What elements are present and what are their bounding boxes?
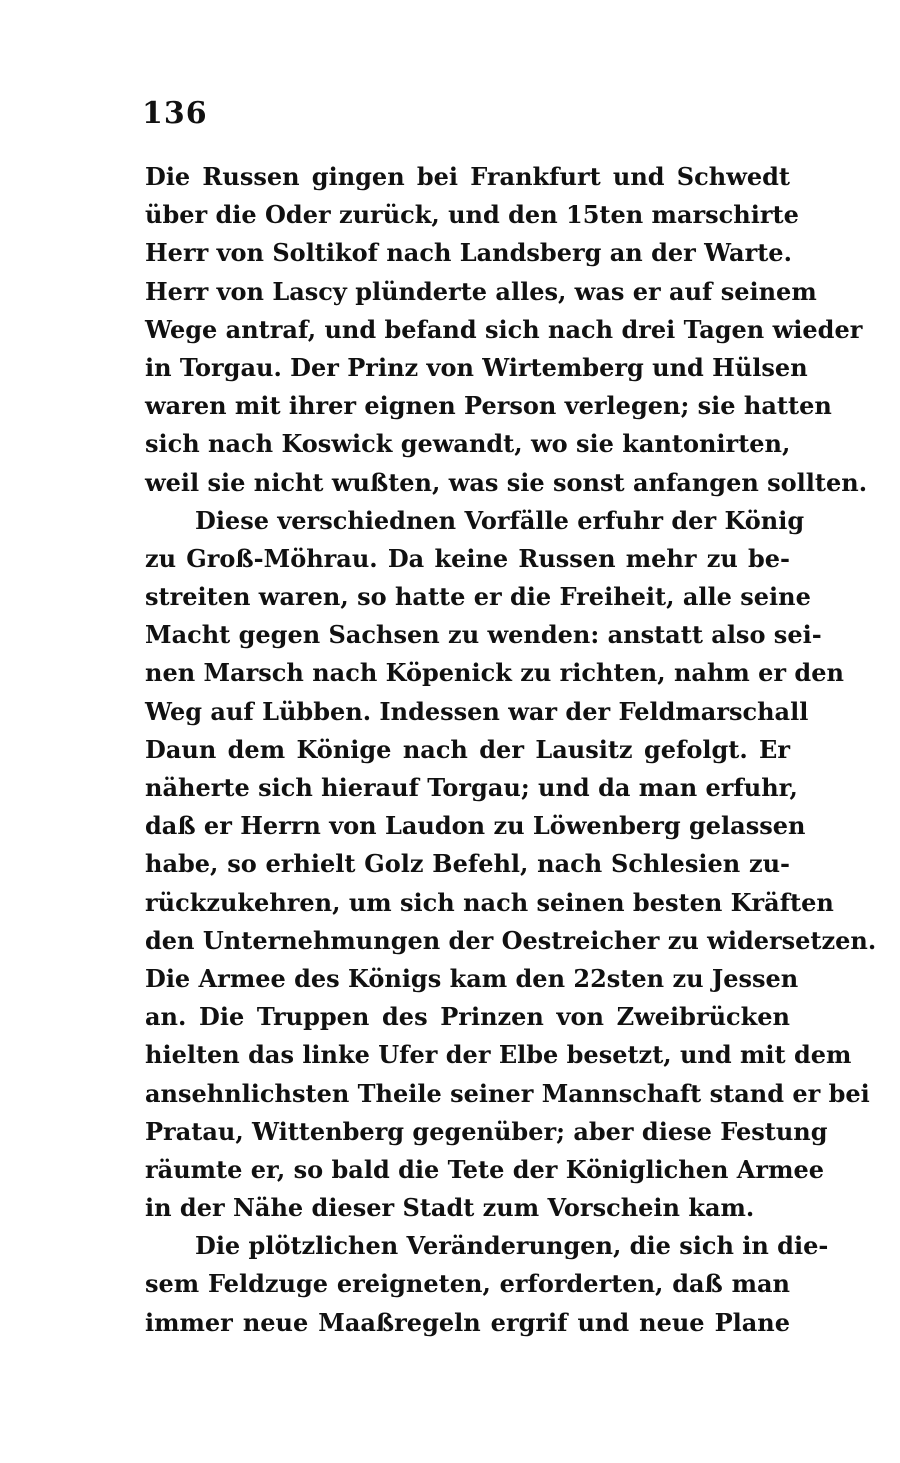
text-line: streiten waren, so hatte er die Freiheit, alle seine — [145, 582, 811, 612]
text-line: sich nach Koswick gewandt, wo sie kantonirten, — [145, 429, 791, 459]
text-line: den Unternehmungen der Oestreicher zu widersetzen. — [145, 925, 877, 955]
text-line: Herr von Lascy plünderte alles, was er auf seinem — [145, 276, 817, 306]
text-line: räumte er, so bald die Tete der Königlichen Armee — [145, 1154, 825, 1184]
text-line: Die plötzlichen Veränderungen, die sich in die- — [195, 1231, 829, 1261]
text-line: Pratau, Wittenberg gegenüber; aber diese Festung — [145, 1116, 828, 1146]
text-line: Die Russen gingen bei Frankfurt und Schwedt — [145, 162, 790, 191]
page-number: 136 — [142, 96, 208, 131]
text-line: daß er Herrn von Laudon zu Löwenberg gelassen — [145, 811, 806, 841]
text-line: Weg auf Lübben. Indessen war der Feldmarschall — [145, 696, 809, 726]
text-line: hielten das linke Ufer der Elbe besetzt, und mit dem — [145, 1040, 852, 1070]
text-line: Diese verschiednen Vorfälle erfuhr der König — [195, 505, 805, 535]
text-line: über die Oder zurück, und den 15ten marschirte — [145, 200, 799, 230]
text-line: waren mit ihrer eignen Person verlegen; sie hatten — [145, 391, 832, 421]
text-line: in der Nähe dieser Stadt zum Vorschein kam. — [145, 1193, 755, 1223]
text-line: immer neue Maaßregeln ergrif und neue Plane — [145, 1307, 790, 1337]
text-line: habe, so erhielt Golz Befehl, nach Schlesien zu- — [145, 849, 790, 879]
text-line: nen Marsch nach Köpenick zu richten, nahm er den — [145, 658, 844, 688]
text-line: zu Groß-Möhrau. Da keine Russen mehr zu be- — [145, 543, 790, 573]
text-line: ansehnlichsten Theile seiner Mannschaft stand er bei — [145, 1078, 870, 1108]
text-line: Macht gegen Sachsen zu wenden: anstatt also sei- — [145, 620, 822, 650]
text-line: Daun dem Könige nach der Lausitz gefolgt. Er — [145, 734, 790, 764]
text-line: Herr von Soltikof nach Landsberg an der Warte. — [145, 238, 792, 268]
text-line: rückzukehren, um sich nach seinen besten Kräften — [145, 887, 834, 917]
text-line: näherte sich hierauf Torgau; und da man erfuhr, — [145, 773, 798, 802]
text-line: an. Die Truppen des Prinzen von Zweibrücken — [145, 1002, 790, 1032]
body-text — [145, 158, 877, 1342]
text-line: in Torgau. Der Prinz von Wirtemberg und Hülsen — [145, 352, 808, 382]
text-line: Die Armee des Königs kam den 22sten zu Jessen — [145, 963, 799, 993]
text-line: sem Feldzuge ereigneten, erforderten, daß man — [145, 1269, 790, 1299]
text-line: Wege antraf, und befand sich nach drei Tagen wieder — [145, 314, 863, 344]
text-line: weil sie nicht wußten, was sie sonst anfangen sollten. — [145, 467, 868, 497]
